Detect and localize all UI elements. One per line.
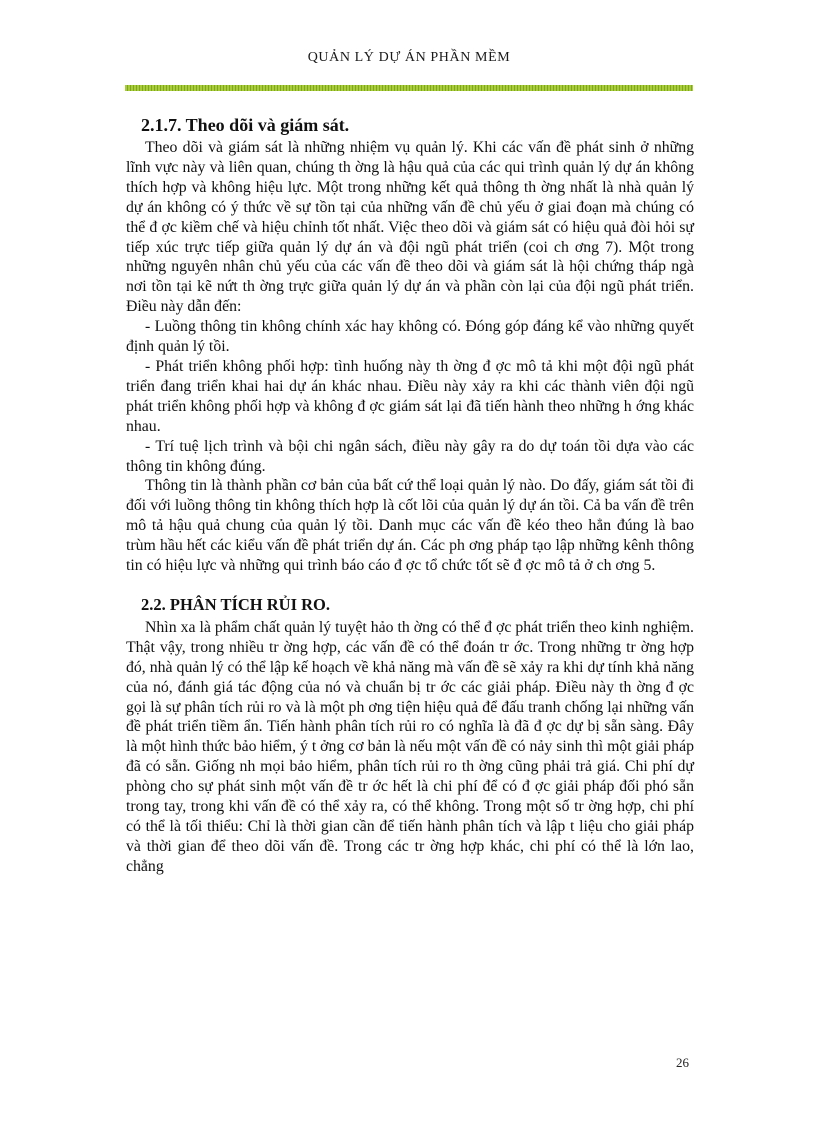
bullet-paragraph: - Trí tuệ lịch trình và bội chi ngân sách, điều này gây ra do dự toán tồi dựa vào các thông tin không đúng. (126, 437, 694, 475)
header-rule (125, 85, 693, 91)
section-heading-risk-analysis: 2.2. PHÂN TÍCH RỦI RO. (141, 594, 331, 614)
bullet-paragraph: - Phát triển không phối hợp: tình huống này th ờng đ ợc mô tả khi một đội ngũ phát triển đang triển khai hai dự án khác nhau. Điều này xảy ra khi các thành viên đội ngũ phát triển không phối hợp và không đ ợc giám sát lại đã tiến hành theo những h ớng khác nhau. (126, 357, 694, 435)
page-content (126, 114, 694, 877)
page-number: 26 (676, 1055, 689, 1070)
paragraph: Theo dõi và giám sát là những nhiệm vụ quản lý. Khi các vấn đề phát sinh ở những lĩnh vực này và liên quan, chúng th ờng là hậu quả của các qui trình quản lý dự án không thích hợp và không hiệu lực. Một trong những kết quả thông th ờng nhất là nhà quản lý dự án không có ý thức về sự tồn tại của những vấn đề chủ yếu ở giai đoạn mà chúng có thể đ ợc kiềm chế và hiệu chỉnh tốt nhất. Việc theo dõi và giám sát có hiệu quả đòi hỏi sự tiếp xúc trực tiếp giữa quản lý dự án và đội ngũ phát triển (coi ch ơng 7). Một trong những nguyên nhân chủ yếu của các vấn đề theo dõi và giám sát là hội chứng tháp ngà nơi tồn tại kẽ nứt th ờng trực giữa quản lý dự án và phần còn lại của đội ngũ phát triển. Điều này dẫn đến: (126, 139, 694, 316)
paragraph: Thông tin là thành phần cơ bản của bất cứ thể loại quản lý nào. Do đấy, giám sát tồi đi đối với luồng thông tin không thích hợp là cốt lõi của quản lý dự án tồi. Cả ba vấn đề trên mô tả hậu quả chung của quản lý tồi. Danh mục các vấn đề kéo theo hẳn đúng là bao trùm hầu hết các kiểu vấn đề phát triển dự án. Các ph ơng pháp tạo lập những kênh thông tin có hiệu lực và những qui trình báo cáo đ ợc tổ chức tốt sẽ đ ợc mô tả ở ch ơng 5. (126, 477, 694, 575)
running-header: QUẢN LÝ DỰ ÁN PHẦN MỀM (307, 50, 511, 65)
section-heading-monitoring: 2.1.7. Theo dõi và giám sát. (141, 115, 350, 135)
bullet-paragraph: - Luồng thông tin không chính xác hay không có. Đóng góp đáng kể vào những quyết định quản lý tồi. (126, 318, 694, 356)
paragraph: Nhìn xa là phẩm chất quản lý tuyệt hảo th ờng có thể đ ợc phát triển theo kinh nghiệm. Thật vậy, trong nhiều tr ờng hợp, các vấn đề có thể đoán tr ớc. Trong những tr ờng hợp đó, nhà quản lý có thể lập kế hoạch về khả năng mà vấn đề sẽ xảy ra khi dự tính khả năng của nó, đánh giá tác động của nó và chuẩn bị tr ớc các giải pháp. Điều này th ờng đ ợc gọi là sự phân tích rủi ro và là một ph ơng tiện hiệu quả để đấu tranh chống lại những vấn đề phát triển tiềm ẩn. Tiến hành phân tích rủi ro có nghĩa là đã đ ợc dự bị sẵn sàng. Đây là một hình thức bảo hiểm, ý t ởng cơ bản là nếu một vấn đề có nảy sinh thì một giải pháp đã có sẵn. Giống nh mọi bảo hiểm, phân tích rủi ro th ờng cũng phải trả giá. Chi phí dự phòng cho sự phát sinh một vấn đề tr ớc hết là chi phí để có đ ợc giải pháp đối phó sẵn trong tay, trong khi vấn đề có thể xảy ra, có thể không. Trong một số tr ờng hợp, chi phí có thể là tối thiểu: Chỉ là thời gian cần để tiến hành phân tích và lập t liệu cho giải pháp và thời gian để theo dõi vấn đề. Trong các tr ờng hợp khác, chi phí có thể là lớn lao, chẳng (126, 618, 694, 875)
